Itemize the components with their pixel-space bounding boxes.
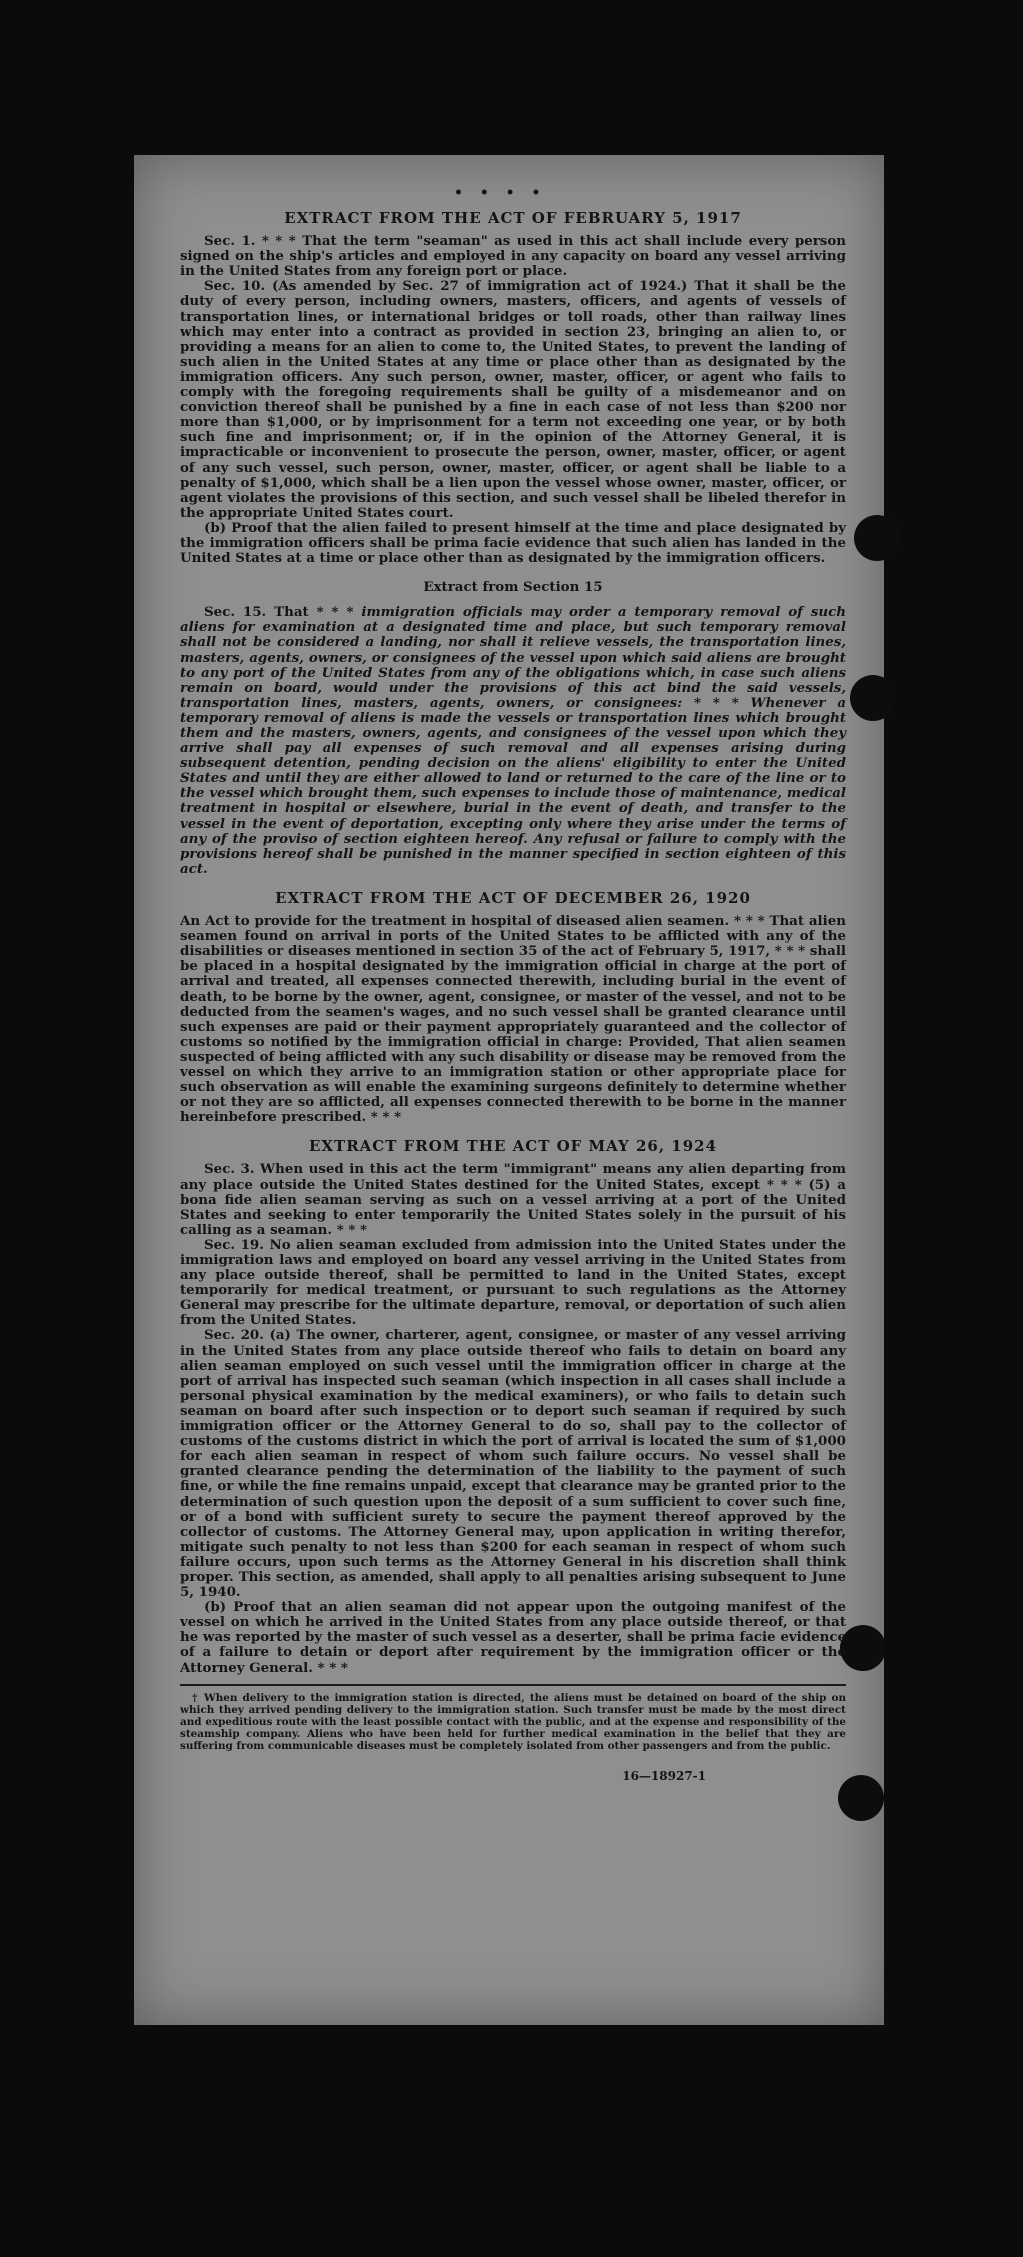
- heading-act-1920: EXTRACT FROM THE ACT OF DECEMBER 26, 1920: [275, 888, 751, 907]
- heading-act-1924: EXTRACT FROM THE ACT OF MAY 26, 1924: [308, 1137, 718, 1156]
- heading-act-1917: EXTRACT FROM THE ACT OF FEBRUARY 5, 1917: [284, 209, 742, 227]
- paragraph: (b) Proof that the alien failed to present himself at the time and place designated by the immigration officers shall be prima facie evidence that such alien has landed in the United States at a time or place other than as designated by the immigration officers.: [180, 519, 846, 567]
- section-15-body: immigration officials may order a temporary removal of such aliens for examination at a designated time and place, but such temporary removal shall not be considered a landing, nor shall it relieve vessels, the transportation lines, masters, agents, owners, or consignees of the vessel upon which said aliens are brought to any port of the United States from any of the obligations which, in case such aliens remain on board, would under the provisions of this act bind the said vessels, transportation lines, masters, agents, owners, or consignees: * * * Whenever a temporary removal of aliens is made the vessels or transportation lines which brought them and the masters, owners, agents, and consignees of the vessel upon which they arrive shall pay all expenses of such removal and all expenses arising during subsequent detention, pending decision on the aliens' eligibility to enter the United States and until they are either allowed to land or returned to the care of the line or to the vessel which brought them, such expenses to include those of maintenance, medical treatment in hospital or elsewhere, burial in the event of death, and transfer to the vessel in the event of deportation, excepting only where they arise under the terms of any of the proviso of section eighteen hereof. Any refusal or failure to comply with the provisions hereof shall be punished in the manner specified in section eighteen of this act.: [180, 604, 846, 877]
- footnote: † When delivery to the immigration station is directed, the aliens must be detained on board of the ship on which they arrived pending delivery to the immigration station. Such transfer must be made by the most direct and expeditious route with the least possible contact with the public, and at the expense and responsibility of the steamship company. Aliens who have been held for further medical examination in the belief that they are suffering from communicable diseases must be completely isolated from other passengers and from the public.: [180, 1691, 846, 1753]
- paragraph-section-15: [180, 605, 846, 877]
- paragraph: Sec. 19. No alien seaman excluded from admission into the United States under the immigration laws and employed on board any vessel arriving in the United States from any place outside thereof, shall be permitted to land in the United States, except temporarily for medical treatment, or pursuant to such regulations as the Attorney General may prescribe for the ultimate departure, removal, or deportation of such alien from the United States.: [180, 1236, 846, 1329]
- paragraph: Sec. 20. (a) The owner, charterer, agent, consignee, or master of any vessel arriving in the United States from any place outside thereof who fails to detain on board any alien seaman employed on such vessel until the immigration officer in charge at the port of arrival has inspected such seaman (which inspection in all cases shall include a personal physical examination by the medical examiners), or who fails to detain such seaman on board after such inspection or to deport such seaman if required by such immigration officer or the Attorney General to do so, shall pay to the collector of customs of the customs district in which the port of arrival is located the sum of $1,000 for each alien seaman in respect of whom such failure occurs. No vessel shall be granted clearance pending the determination of the liability to the payment of such fine, or while the fine remains unpaid, except that clearance may be granted prior to the determination of such question upon the deposit of a sum sufficient to cover such fine, or of a bond with sufficient surety to secure the payment thereof approved by the collector of customs. The Attorney General may, upon application in writing therefor, mitigate such penalty to not less than $200 for each seaman in respect of whom such failure occurs, upon such terms as the Attorney General in his discretion shall think proper. This section, as amended, shall apply to all penalties arising subsequent to June 5, 1940.: [180, 1327, 846, 1601]
- document-text: [180, 197, 846, 1784]
- paragraph: Sec. 3. When used in this act the term "immigrant" means any alien departing from any place outside the United States destined for the United States, except * * * (5) a bona fide alien seaman serving as such on a vessel arriving at a port of the United States and seeking to enter temporarily the United States solely in the pursuit of his calling as a seaman. * * *: [180, 1161, 846, 1238]
- paragraph: Sec. 1. * * * That the term "seaman" as used in this act shall include every person signed on the ship's articles and employed in any capacity on board any vessel arriving in the United States from any foreign port or place.: [180, 233, 846, 280]
- punch-hole: [840, 1625, 886, 1671]
- document-page: [134, 155, 884, 2025]
- top-marks: • • • •: [454, 185, 547, 201]
- paragraph: Sec. 10. (As amended by Sec. 27 of immigration act of 1924.) That it shall be the duty of every person, including owners, masters, officers, and agents of vessels of transportation lines, or international bridges or toll roads, other than railway lines which may enter into a contract as provided in section 23, bringing an alien to, or providing a means for an alien to come to, the United States, to prevent the landing of such alien in the United States at any time or place other than as designated by the immigration officers. Any such person, owner, master, officer, or agent who fails to comply with the foregoing requirements shall be guilty of a misdemeanor and on conviction thereof shall be punished by a fine in each case of not less than $200 nor more than $1,000, or by imprisonment for a term not exceeding one year, or by both such fine and imprisonment; or, if in the opinion of the Attorney General, it is impracticable or inconvenient to prosecute the person, owner, master, officer, or agent of any such vessel, such person, owner, master, officer, or agent shall be liable to a penalty of $1,000, which shall be a lien upon the vessel whose owner, master, officer, or agent violates the provisions of this section, and such vessel shall be libeled therefor in the appropriate United States court.: [180, 278, 846, 521]
- punch-hole: [850, 675, 896, 721]
- paragraph: (b) Proof that an alien seaman did not appear upon the outgoing manifest of the vessel on which he arrived in the United States from any place outside thereof, or that he was reported by the master of such vessel as a deserter, shall be prima facie evidence of a failure to detain or deport after requirement by the immigration officer or the Attorney General. * * *: [180, 1599, 846, 1676]
- section-15-lead: Sec. 15. That * * *: [204, 604, 354, 621]
- punch-hole: [854, 515, 900, 561]
- paragraph-act-1920: An Act to provide for the treatment in hospital of diseased alien seamen. * * * That alien seamen found on arrival in ports of the United States to be afflicted with any of the disabilities or diseases mentioned in section 35 of the act of February 5, 1917, * * * shall be placed in a hospital designated by the immigration official in charge at the port of arrival and treated, all expenses connected therewith, including burial in the event of death, to be borne by the owner, agent, consignee, or master of the vessel, and not to be deducted from the seamen's wages, and no such vessel shall be granted clearance until such expenses are paid or their payment appropriately guaranteed and the collector of customs so notified by the immigration official in charge: Provided, That alien seamen suspected of being afflicted with any such disability or disease may be removed from the vessel on which they arrive to an immigration station or other appropriate place for such observation as will enable the examining surgeons definitely to determine whether or not they are so afflicted, all expenses connected therewith to be borne in the manner hereinbefore prescribed. * * *: [180, 913, 846, 1126]
- subheading-section-15: Extract from Section 15: [423, 579, 603, 596]
- divider: [180, 1684, 846, 1686]
- form-number: 16—18927-1: [622, 1768, 706, 1783]
